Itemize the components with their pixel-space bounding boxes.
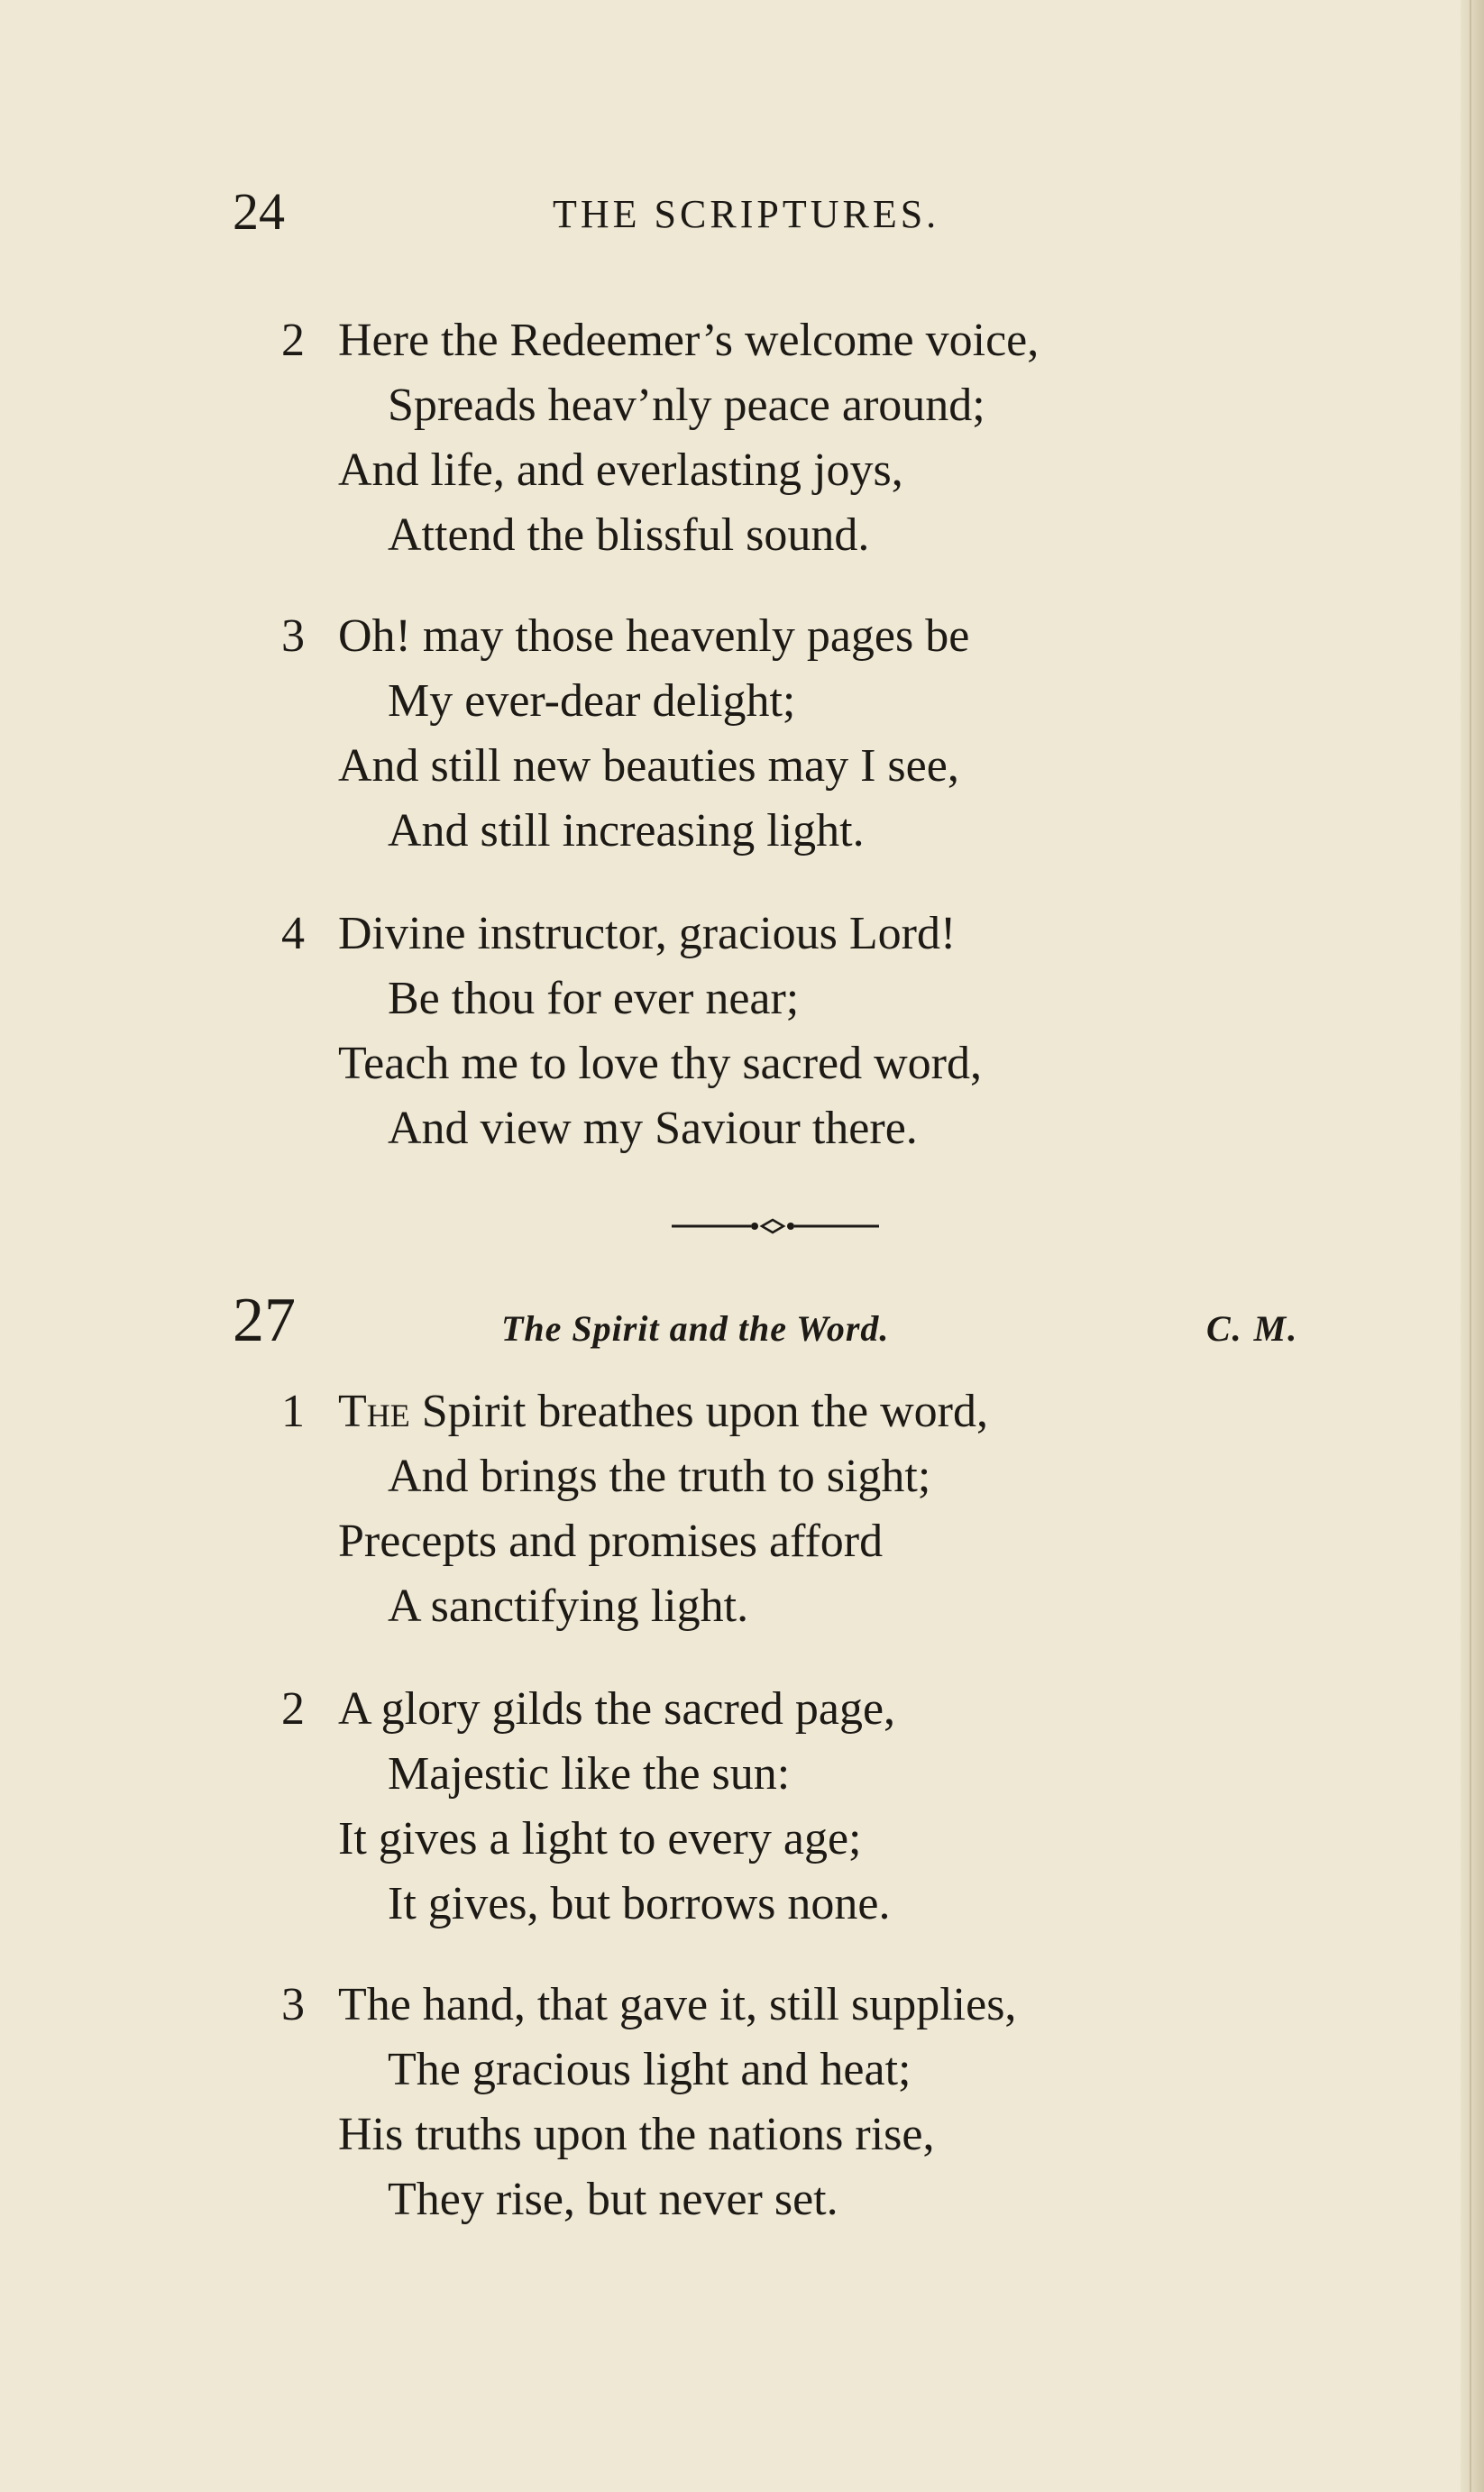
verse-line: [281, 799, 1237, 864]
verse-line-text: A sanctifying light.: [388, 1580, 749, 1632]
verse-number: 1: [281, 1386, 305, 1437]
verse-number: 3: [281, 610, 305, 662]
verse-line: [281, 308, 1237, 373]
verse-line-text: His truths upon the nations rise,: [338, 2109, 935, 2160]
verse-line-text: The hand, that gave it, still supplies,: [338, 1979, 1017, 2030]
hymn-meter: C. M.: [1206, 1308, 1299, 1349]
verse-line-text: The gracious light and heat;: [388, 2044, 911, 2095]
verse-line-text: And brings the truth to sight;: [388, 1451, 931, 1502]
ornament-divider: [672, 1213, 879, 1240]
verse-number: 2: [281, 1683, 305, 1735]
verse-line-text: And still new beauties may I see,: [338, 740, 959, 792]
verse-line-text: And view my Saviour there.: [388, 1103, 918, 1154]
hymn-number: 27: [233, 1286, 296, 1355]
verse-line: [281, 1742, 1237, 1807]
verse-line-text: Majestic like the sun:: [388, 1748, 791, 1800]
verse-line-text: Oh! may those heavenly pages be: [338, 610, 970, 662]
verse-number: 3: [281, 1979, 305, 2030]
verse-line-text: Teach me to love thy sacred word,: [338, 1038, 982, 1089]
verse-line: [281, 1031, 1237, 1096]
verse-line: [281, 2038, 1237, 2103]
verse-line-text: And still increasing light.: [388, 805, 865, 857]
verse-line-text: Here the Redeemer’s welcome voice,: [338, 315, 1040, 366]
stanza-continued-3: [281, 604, 1237, 864]
verse-line-text: Precepts and promises afford: [338, 1516, 884, 1567]
verse-line-text: It gives, but borrows none.: [388, 1878, 891, 1929]
verse-line: [281, 1872, 1237, 1937]
verse-line-text: And life, and everlasting joys,: [338, 444, 903, 496]
verse-line: [281, 2103, 1237, 2167]
verse-number: 4: [281, 908, 305, 959]
verse-line: [281, 503, 1237, 568]
verse-line-text: Divine instructor, gracious Lord!: [338, 908, 957, 959]
verse-line: [281, 438, 1237, 503]
first-line-rest: Spirit breathes upon the word,: [409, 1386, 988, 1437]
first-word-small-caps: The: [338, 1386, 410, 1437]
hymn-stanza-3: [281, 1973, 1237, 2232]
verse-line-text: A glory gilds the sacred page,: [338, 1683, 896, 1735]
running-head: [233, 180, 1008, 243]
hymn-stanza-2: [281, 1677, 1237, 1937]
verse-line: [281, 1973, 1237, 2038]
verse-line: [281, 1807, 1237, 1872]
verse-line: [281, 1509, 1237, 1574]
verse-line-text: [338, 1379, 988, 1444]
verse-line-text: They rise, but never set.: [388, 2174, 838, 2225]
verse-number: 2: [281, 315, 305, 366]
verse-line: [281, 669, 1237, 734]
verse-line-text: It gives a light to every age;: [338, 1813, 862, 1864]
running-title: THE SCRIPTURES.: [553, 192, 940, 236]
verse-line: [281, 1574, 1237, 1639]
verse-line: [281, 604, 1237, 669]
verse-line: [281, 2167, 1237, 2232]
verse-line-text: Spreads heav’nly peace around;: [388, 380, 985, 431]
page-edge-shadow: [1461, 0, 1484, 2492]
verse-line-text: Be thou for ever near;: [388, 973, 800, 1024]
verse-line: [281, 1677, 1237, 1742]
hymn-stanza-1: [281, 1379, 1237, 1639]
hymn-heading: [233, 1280, 1342, 1361]
stanza-continued-2: [281, 308, 1237, 568]
verse-line: [281, 373, 1237, 438]
verse-line: [281, 1379, 1237, 1444]
page-number: 24: [233, 182, 285, 241]
verse-line-text: My ever-dear delight;: [388, 675, 796, 727]
stanza-continued-4: [281, 902, 1237, 1161]
page-edge-line: [1470, 0, 1471, 2492]
verse-line: [281, 1444, 1237, 1509]
verse-line: [281, 967, 1237, 1031]
verse-line-text: Attend the blissful sound.: [388, 509, 870, 561]
verse-line: [281, 1096, 1237, 1161]
verse-line: [281, 734, 1237, 799]
verse-line: [281, 902, 1237, 967]
hymn-title: The Spirit and the Word.: [501, 1308, 890, 1349]
